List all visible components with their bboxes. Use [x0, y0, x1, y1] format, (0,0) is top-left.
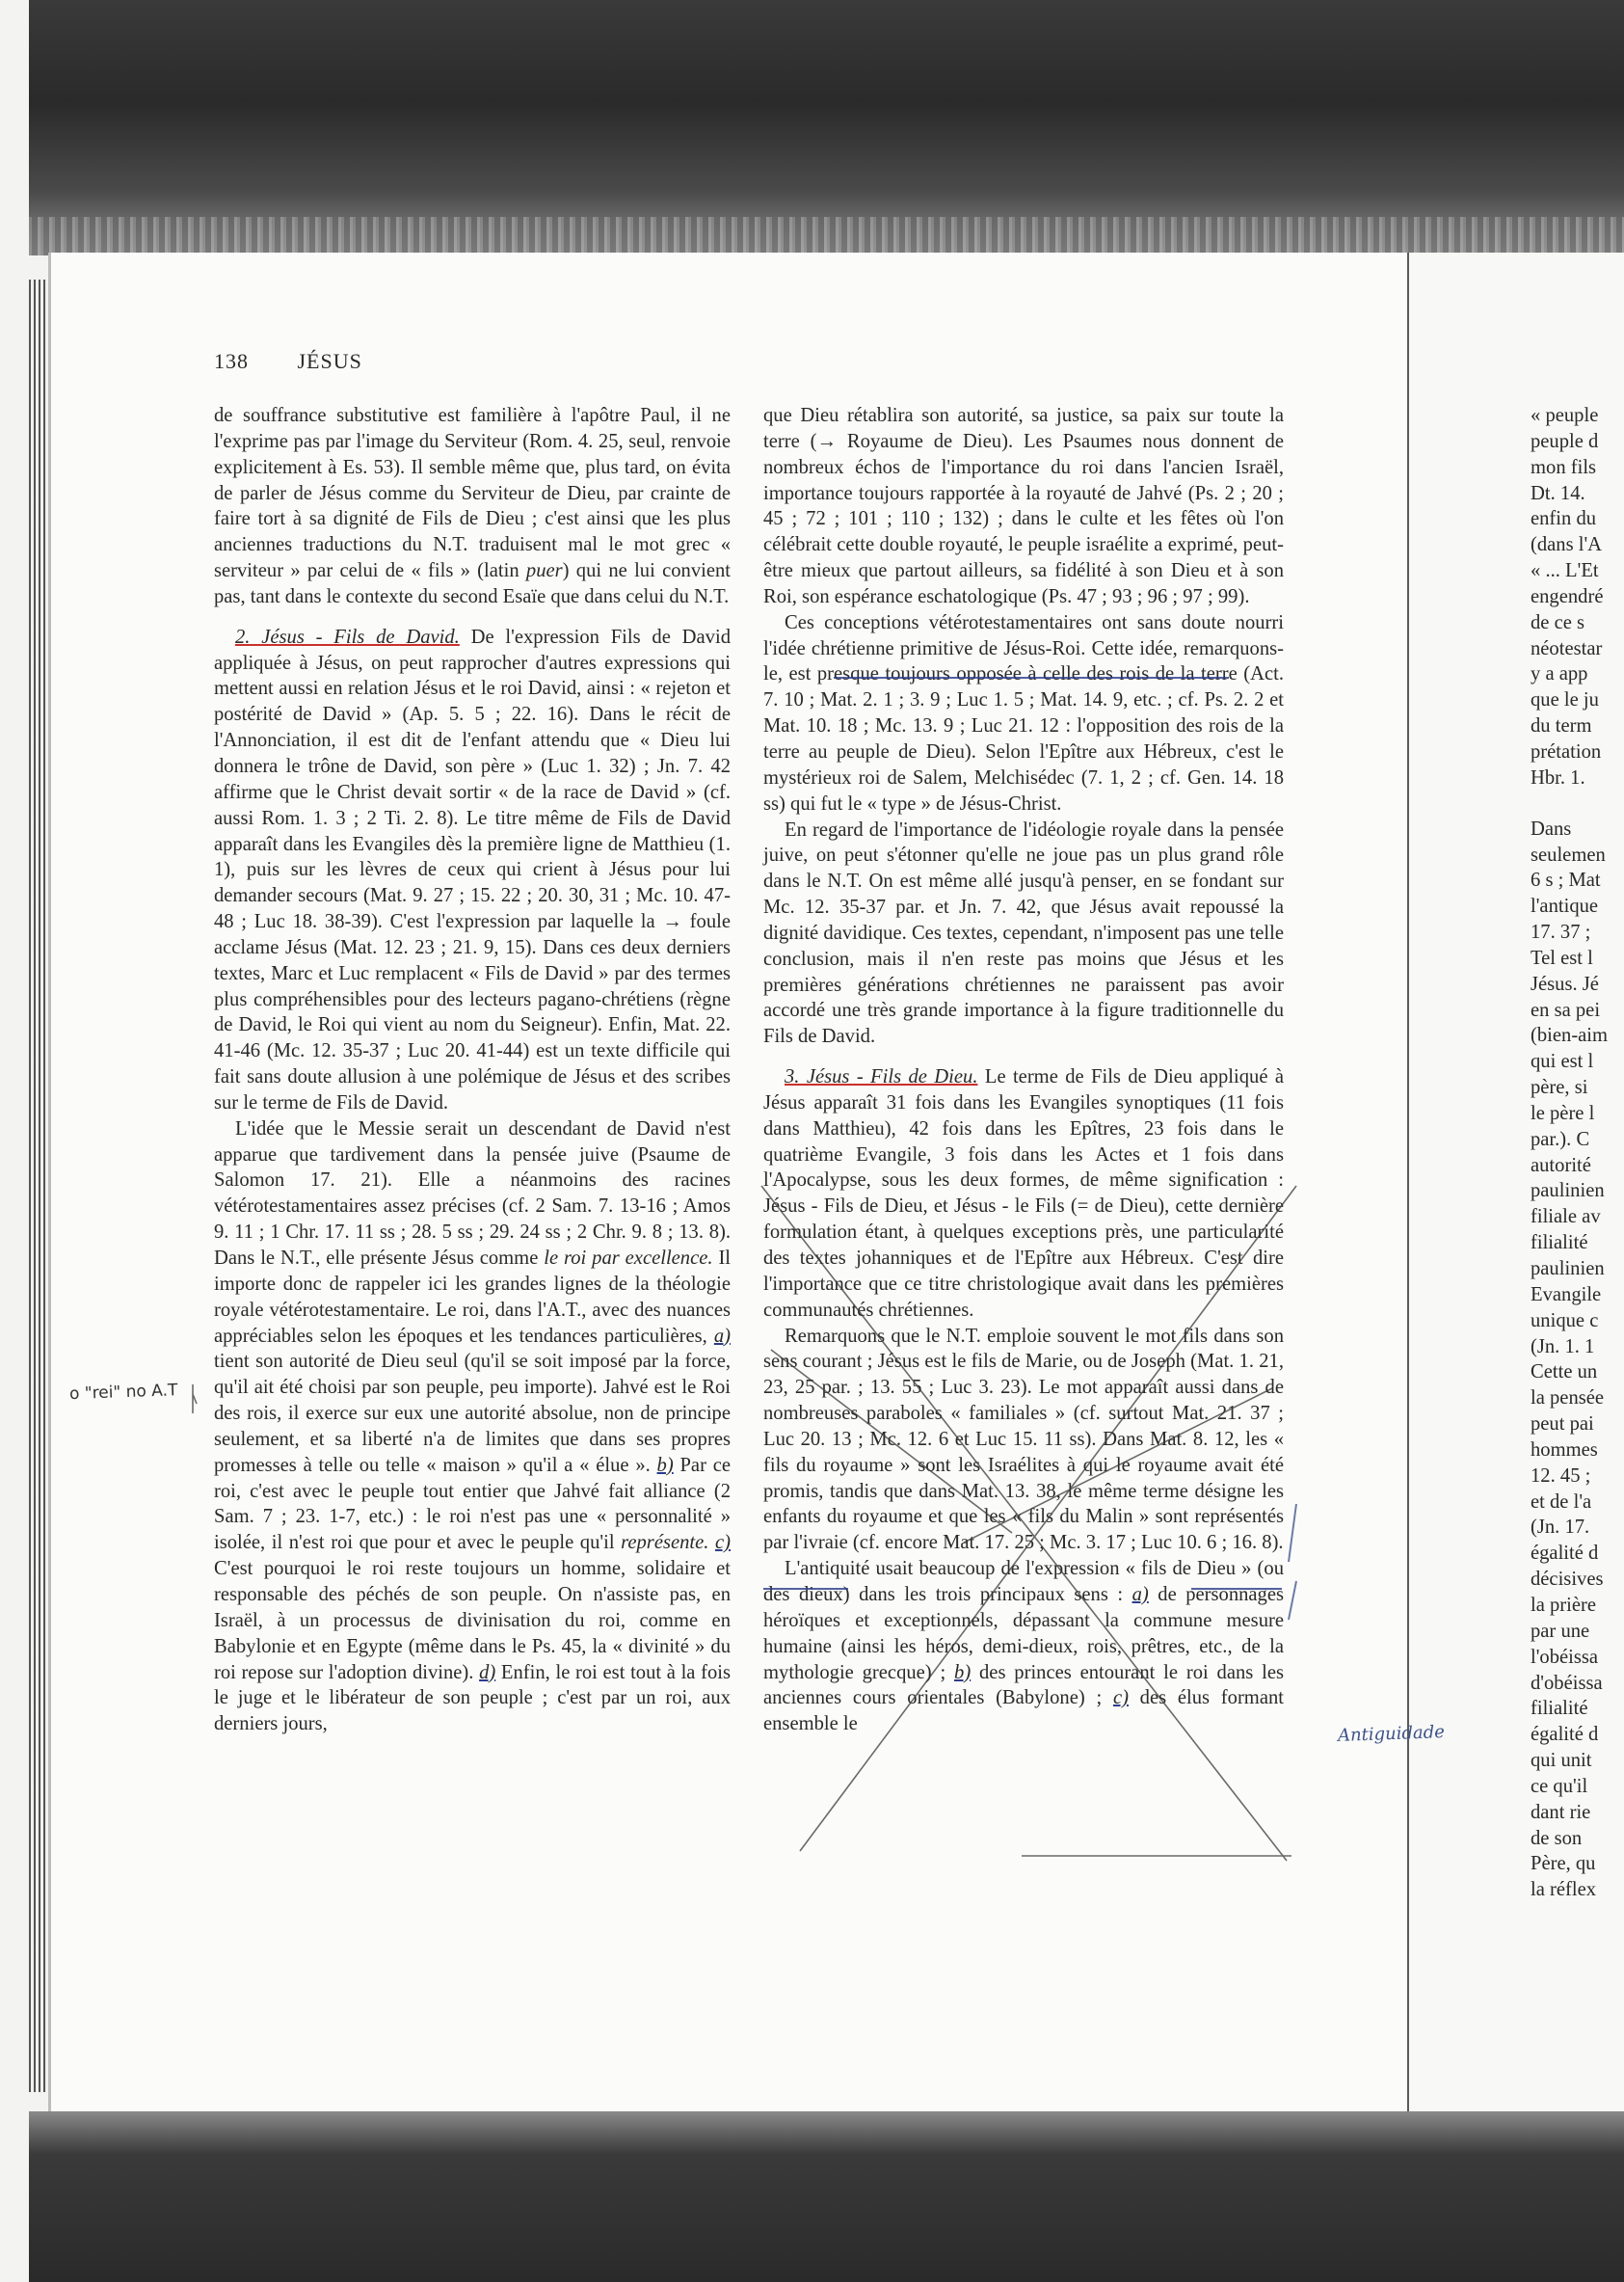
facing-page-line: autorité	[1531, 1154, 1591, 1176]
page-number: 138	[214, 349, 249, 373]
facing-page-line: mon fils	[1531, 456, 1597, 478]
list-marker: b)	[656, 1454, 674, 1476]
facing-page-line: de ce s	[1531, 611, 1585, 633]
paragraph: 3. Jésus - Fils de Dieu. Le terme de Fils de Dieu appliqué à Jésus apparaît 31 fois dans les Evangiles synoptiques (11 fois dans Matthieu), 42 fois dans les Epîtres, 23 fois dans le quatrième Evangile, 3 fois dans les Actes et 1 fois dans l'Apocalypse, sous les deux formes, de même signification : Jésus - Fils de Dieu, et Jésus - le Fils (= de Dieu), cette dernière formulation étant, à quelques exceptions près, une particularité des textes johanniques et de l'Epître aux Hébreux. C'est dire l'importance que ce titre christologique avait dans les premières communautés chrétiennes.	[763, 1066, 1284, 1321]
facing-page-line: peuple d	[1531, 430, 1599, 452]
section-heading: 3. Jésus - Fils de Dieu.	[785, 1066, 978, 1088]
handwritten-note: Antiguidade	[1337, 1722, 1446, 1746]
facing-page-line: Tel est l	[1531, 947, 1593, 969]
scan-bottom-border	[29, 2111, 1624, 2282]
facing-page-line: peut pai	[1531, 1413, 1594, 1436]
facing-page-line: (dans l'A	[1531, 534, 1603, 556]
facing-page-line: « peuple	[1531, 405, 1599, 426]
facing-page-line: Père, qu	[1531, 1853, 1596, 1875]
list-marker: c)	[715, 1532, 731, 1554]
facing-page-line: père, si	[1531, 1077, 1588, 1099]
facing-page-line: unique c	[1531, 1309, 1599, 1331]
facing-page-line: la pensée	[1531, 1387, 1605, 1409]
page-header	[214, 349, 362, 374]
facing-page-line: le père l	[1531, 1102, 1595, 1124]
facing-page-line: filiale av	[1531, 1206, 1601, 1228]
handwritten-note: o "rei" no A.T	[68, 1381, 178, 1405]
facing-page-line: Cette un	[1531, 1361, 1598, 1383]
facing-page-line: la prière	[1531, 1594, 1597, 1616]
facing-page-line: (bien-aim	[1531, 1025, 1609, 1047]
facing-page-line: égalité d	[1531, 1724, 1599, 1746]
paragraph: Ces conceptions vétérotestamentaires ont sans doute nourri l'idée chrétienne primitive de Jésus-Roi. Cette idée, remarquons-le, est presque toujours opposée à celle des rois de la terre (Act. 7. 10 ; Mat. 2. 1 ; 3. 9 ; Luc 1. 5 ; Mat. 14. 9, etc. ; cf. Ps. 2. 2 et Mat. 10. 18 ; Mc. 13. 9 ; Luc 21. 12 : l'opposition des rois de la terre au peuple de Dieu). Selon l'Epître aux Hébreux, c'est le mystérieux roi de Salem, Melchisédec (7. 1, 2 ; cf. Gen. 14. 18 ss) qui fut le « type » de Jésus-Christ.	[763, 611, 1284, 815]
facing-page-line: et de l'a	[1531, 1490, 1592, 1513]
facing-page-line: paulinien	[1531, 1180, 1605, 1202]
facing-page-line: Evangile	[1531, 1283, 1602, 1305]
facing-page-line: décisives	[1531, 1569, 1604, 1591]
facing-page-line: en sa pei	[1531, 999, 1601, 1021]
facing-page-line: 12. 45 ;	[1531, 1464, 1591, 1487]
paragraph: 2. Jésus - Fils de David. De l'expression Fils de David appliquée à Jésus, on peut rapprocher d'autres expressions qui mettent aussi en relation Jésus et le roi David, ainsi : « rejeton et postérité de David » (Ap. 5. 5 ; 22. 16). Dans le récit de l'Annonciation, il est dit de l'enfant attendu que « Dieu lui donnera le trône de David, son père » (Luc 1. 32) ; Jn. 7. 42 affirme que le Christ devait sortir « de la race de David » (cf. aussi Rom. 1. 3 ; 2 Ti. 2. 8). Le titre même de Fils de David apparaît dans les Evangiles dès la première ligne de Matthieu (1. 1), puis sur les lèvres de ceux qui crient à Jésus pour lui demander secours (Mat. 9. 27 ; 15. 22 ; 20. 30, 31 ; Mc. 10. 47-48 ; Luc 18. 38-39). C'est l'expression par laquelle la → foule acclame Jésus (Mat. 12. 23 ; 21. 9, 15). Dans ces deux derniers textes, Marc et Luc remplacent « Fils de David » par des termes plus compréhensibles pour des lecteurs pagano-chrétiens (règne de David, le Roi qui vient au nom du Seigneur). Enfin, Mat. 22. 41-46 (Mc. 12. 35-37 ; Luc 20. 41-44) est un texte difficile qui fait sans doute allusion à une polémique de Jésus et des scribes sur le terme de Fils de David.	[214, 626, 731, 1114]
facing-page-line: paulinien	[1531, 1258, 1605, 1279]
left-column	[214, 403, 731, 1737]
list-marker: d)	[479, 1661, 496, 1683]
facing-page-line: prétation	[1531, 740, 1602, 763]
facing-page-line: qui unit	[1531, 1750, 1592, 1772]
facing-page-line: dant rie	[1531, 1801, 1591, 1823]
facing-page-line: filialité	[1531, 1698, 1588, 1720]
facing-page-line: Jésus. Jé	[1531, 973, 1599, 995]
facing-page-line: 6 s ; Mat	[1531, 870, 1601, 892]
middle-column	[763, 403, 1284, 1737]
facing-page-line: Dt. 14.	[1531, 482, 1585, 504]
facing-page-line: par une	[1531, 1620, 1590, 1642]
facing-page-line: (Jn. 1. 1	[1531, 1335, 1595, 1357]
list-marker: b)	[954, 1661, 972, 1683]
running-title: JÉSUS	[297, 349, 362, 373]
paragraph: Remarquons que le N.T. emploie souvent le mot fils dans son sens courant ; Jésus est le fils de Marie, ou de Joseph (Mat. 1. 21, 23, 25 par. ; 13. 55 ; Luc 3. 23). Le mot apparaît aussi dans de nombreuses paraboles « familiales » (cf. surtout Mat. 21. 37 ; Luc 20. 13 ; Mc. 12. 6 et Luc 15. 11 ss). Dans Mat. 8. 12, les « fils du royaume » sont les Israélites à qui le royaume avait été promis, tandis que dans Mat. 13. 38, le même terme désigne les enfants du royaume et que les « fils du Malin » sont représentés par l'ivraie (cf. encore Mat. 17. 25 ; Mc. 3. 17 ; Luc 10. 6 ; 16. 8).	[763, 1325, 1284, 1554]
facing-page-line: filialité	[1531, 1232, 1588, 1254]
emphasis: puer	[525, 560, 563, 582]
facing-page-line: l'obéissa	[1531, 1646, 1599, 1668]
paragraph: que Dieu rétablira son autorité, sa justice, sa paix sur toute la terre (→ Royaume de Dieu). Les Psaumes nous donnent de nombreux échos de l'importance du roi dans l'ancien Israël, importance toujours rapportée à la royauté de Jahvé (Ps. 2 ; 20 ; 45 ; 72 ; 101 ; 110 ; 132) ; dans le culte et les fêtes où l'on célébrait cette double royauté, le peuple israélite a exprimé, peut-être mieux que partout ailleurs, sa fidélité à son Dieu et à son Roi, son espérance eschatologique (Ps. 47 ; 93 ; 96 ; 97 ; 99).	[763, 405, 1284, 607]
paragraph: L'antiquité usait beaucoup de l'expression « fils de Dieu » (ou des dieux) dans les trois principaux sens : a) de personnages héroïques et exceptionnels, dépassant la commune mesure humaine (ainsi les héros, demi-dieux, rois, prêtres, etc., de la mythologie grecque) ; b) des princes entourant le roi dans les anciennes cours orientales (Babylone) ; c) des élus formant ensemble le	[763, 1558, 1285, 1735]
facing-page-line: du term	[1531, 715, 1592, 738]
section-heading: 2. Jésus - Fils de David.	[235, 626, 460, 648]
facing-page-line: égalité d	[1531, 1543, 1599, 1565]
facing-page-line: enfin du	[1531, 508, 1597, 530]
facing-page-line: de son	[1531, 1827, 1583, 1849]
facing-page-line: hommes	[1531, 1438, 1598, 1461]
list-marker: a)	[1131, 1583, 1149, 1605]
facing-page-line: l'antique	[1531, 896, 1599, 918]
facing-page-line: Hbr. 1.	[1531, 766, 1585, 789]
facing-page-text	[1531, 403, 1624, 1903]
list-marker: c)	[1112, 1687, 1129, 1709]
book-spine	[29, 280, 46, 2092]
paragraph: En regard de l'importance de l'idéologie royale dans la pensée juive, on peut s'étonner qu'elle ne joue pas un plus grand rôle dans le N.T. On est même allé jusqu'à penser, en se fondant sur Mc. 12. 35-37 par. et Jn. 7. 42, que Jésus avait repoussé la dignité davidique. Ces textes, cependant, n'imposent pas une telle conclusion, mais il n'en reste pas moins que Jésus et les premières générations chrétiennes ne paraissent pas avoir accordé une très grande importance à la figure traditionnelle du Fils de David.	[763, 819, 1284, 1048]
facing-page-line: néotestar	[1531, 637, 1603, 659]
emphasis: le roi par excellence.	[544, 1248, 713, 1269]
facing-page-line: Dans	[1531, 818, 1572, 840]
emphasis: représente.	[621, 1532, 709, 1554]
paragraph: de souffrance substitutive est familière à l'apôtre Paul, il ne l'exprime pas par l'image du Serviteur (Rom. 4. 25, seul, renvoie explicitement à Es. 53). Il semble même que, plus tard, on évita de parler de Jésus comme du Serviteur de Dieu, par crainte de faire tort à sa dignité de Fils de Dieu ; c'est ainsi que les plus anciennes traductions du N.T. traduisent mal le mot grec « serviteur » par celui de « fils » (latin puer) qui ne lui convient pas, tant dans le contexte du second Esaïe que dans celui du N.T.	[214, 405, 731, 607]
facing-page-line: 17. 37 ;	[1531, 922, 1591, 944]
list-marker: a)	[713, 1325, 731, 1347]
facing-page-line: seulemen	[1531, 844, 1606, 866]
scan-top-border	[29, 0, 1624, 255]
facing-page-line: la réflex	[1531, 1879, 1597, 1901]
facing-page-line: ce qu'il	[1531, 1775, 1588, 1797]
facing-page-line: d'obéissa	[1531, 1672, 1603, 1694]
facing-page-line: que le ju	[1531, 689, 1599, 711]
paragraph: L'idée que le Messie serait un descendant de David n'est apparue que tardivement dans la pensée juive (Psaume de Salomon 17. 21). Elle a néanmoins des racines vétérotestamentaires assez précises (cf. 2 Sam. 7. 13-16 ; Amos 9. 11 ; 1 Chr. 17. 11 ss ; 28. 5 ss ; 29. 24 ss ; 2 Chr. 9. 8 ; 13. 8). Dans le N.T., elle présente Jésus comme le roi par excellence. Il importe donc de rappeler ici les grandes lignes de la théologie royale vétérotestamentaire. Le roi, dans l'A.T., avec des nuances appréciables selon les époques et les tendances particulières, a) tient son autorité de Dieu seul (qu'il se soit imposé par la force, qu'il ait été choisi par son peuple, peu importe). Jahvé est le Roi des rois, il exerce sur eux une autorité absolue, non de principe seulement, et sa liberté n'a de limites que dans ses propres promesses à telle ou telle « maison » qu'il a « élue ». b) Par ce roi, c'est avec le peuple tout entier que Jahvé fait alliance (2 Sam. 7 ; 23. 1-7, etc.) : le roi n'est pas une « personnalité » isolée, il n'est roi que pour et avec le peuple qu'il représente. c) C'est pourquoi le roi reste toujours un homme, solidaire et responsable des péchés de son peuple. On n'assiste pas, en Israël, à un processus de divinisation du roi, comme en Babylonie et en Egypte (même dans le Ps. 45, la « divinité » du roi repose sur l'adoption divine). d) Enfin, le roi est tout à la fois le juge et le libérateur de son peuple ; c'est par un roi, aux derniers jours,	[214, 1117, 732, 1735]
facing-page-line: engendré	[1531, 585, 1604, 607]
facing-page-line: qui est l	[1531, 1051, 1594, 1073]
facing-page-line: par.). C	[1531, 1128, 1590, 1150]
facing-page-line: (Jn. 17.	[1531, 1517, 1590, 1539]
facing-page-line: « ... L'Et	[1531, 560, 1599, 582]
facing-page-line: y a app	[1531, 663, 1588, 685]
